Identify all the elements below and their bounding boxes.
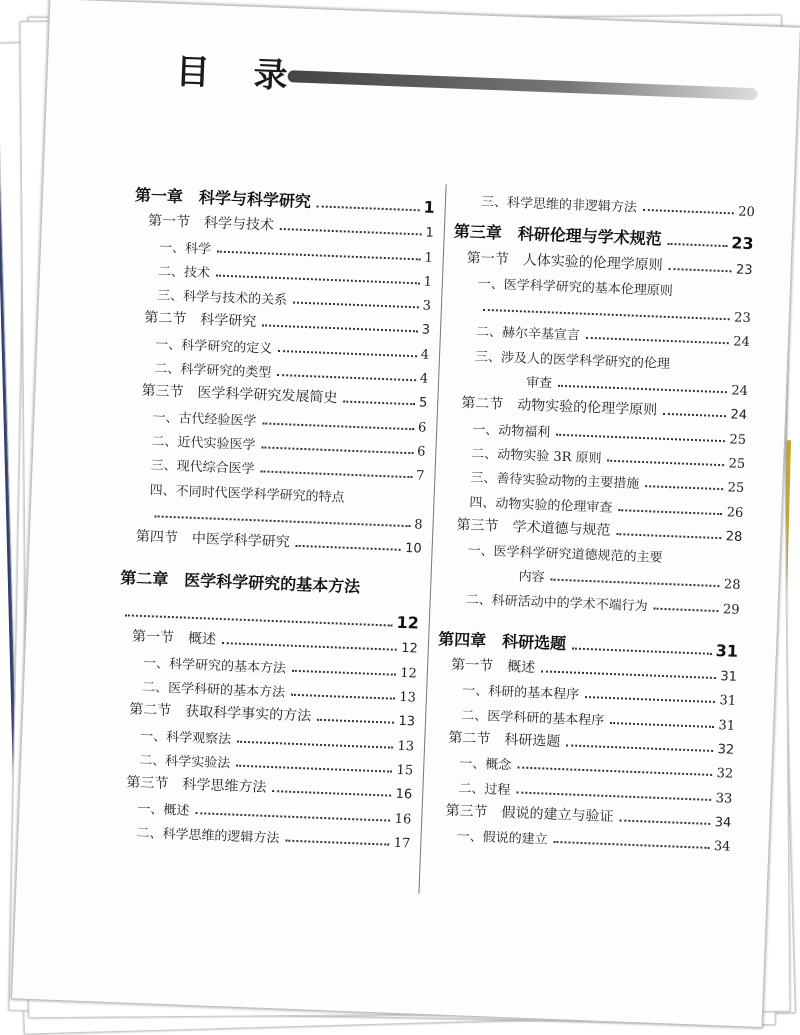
toc-page-number: 20 xyxy=(737,204,756,221)
toc-entry-title: 审查 xyxy=(525,375,553,392)
toc-entry-title: 一、古代经验医学 xyxy=(152,409,257,429)
toc-leader-dots xyxy=(292,669,396,675)
toc-entry-title: 一、医学科学研究的基本伦理原则 xyxy=(477,276,674,299)
toc-page-number: 1 xyxy=(423,197,436,217)
toc-entry-title: 第一节 概述 xyxy=(131,629,217,649)
toc-page-number: 28 xyxy=(723,577,741,594)
toc-entry-title: 四、动物实验的伦理审查 xyxy=(469,494,613,516)
toc-page-number: 31 xyxy=(715,640,739,661)
toc-entry-title: 一、科学研究的定义 xyxy=(154,337,273,357)
toc-entry-title: 一、概念 xyxy=(459,756,512,774)
toc-entry-title: 二、近代实验医学 xyxy=(151,434,256,454)
toc-leader-dots xyxy=(291,694,395,700)
toc-entry-title: 二、过程 xyxy=(458,780,511,798)
toc-page-number: 12 xyxy=(400,641,419,657)
toc-column-left xyxy=(110,172,435,851)
toc-entry-title: 第一节 人体实验的伦理学原则 xyxy=(466,249,664,274)
toc-page-number: 1 xyxy=(423,274,433,290)
toc-page-number: 5 xyxy=(418,395,428,412)
toc-entry-title: 三、涉及人的医学科学研究的伦理 xyxy=(474,349,671,372)
toc-page-number: 3 xyxy=(422,298,432,314)
toc-entry-title: 四、不同时代医学科学研究的特点 xyxy=(149,482,345,506)
toc-page-number: 16 xyxy=(395,787,413,803)
toc-page-number: 34 xyxy=(713,839,731,855)
toc-leader-dots xyxy=(237,740,393,748)
toc-page-number: 23 xyxy=(735,262,753,278)
toc-leader-dots xyxy=(669,267,732,271)
toc-leader-dots xyxy=(278,350,417,357)
toc-entry-title: 二、医学科研的基本程序 xyxy=(460,707,605,729)
toc-entry-title: 第四章 科研选题 xyxy=(437,629,567,653)
toc-leader-dots xyxy=(272,790,391,797)
toc-page-number: 12 xyxy=(400,665,418,682)
toc-page-number: 4 xyxy=(420,347,430,363)
toc-page-number: 25 xyxy=(727,480,745,497)
toc-leader-dots xyxy=(262,325,418,333)
toc-leader-dots xyxy=(317,719,394,724)
toc-leader-dots xyxy=(607,460,724,466)
toc-page-number: 31 xyxy=(719,693,737,710)
toc-entry-title: 第二节 科学研究 xyxy=(143,310,257,331)
toc-entry-title: 一、假说的建立 xyxy=(456,829,548,848)
toc-entry-title: 第四节 中医学科学研究 xyxy=(135,528,291,551)
toc-entry-title: 一、医学科学研究道德规范的主要 xyxy=(467,543,663,567)
toc-entry-title: 二、科研活动中的学术不端行为 xyxy=(465,592,648,615)
toc-page-number: 16 xyxy=(394,811,412,827)
toc-page-number: 24 xyxy=(731,383,749,400)
toc-page-number: 24 xyxy=(732,334,751,351)
toc-page-number: 7 xyxy=(415,468,425,484)
toc-entry-title: 三、科学与技术的关系 xyxy=(156,288,288,309)
toc-leader-dots xyxy=(280,228,422,235)
toc-leader-dots xyxy=(585,696,715,703)
toc-page-number: 29 xyxy=(722,601,740,618)
toc-leader-dots xyxy=(586,337,729,345)
toc-page-number: 3 xyxy=(421,322,431,339)
toc-entry-title: 二、医学科研的基本方法 xyxy=(141,680,286,701)
toc-entry-title: 第一节 概述 xyxy=(450,656,536,677)
toc-entry-title: 二、科学思维的逻辑方法 xyxy=(136,825,280,847)
toc-page-number: 15 xyxy=(396,762,414,779)
toc-entry-title: 第三章 科研伦理与学术规范 xyxy=(453,221,663,249)
toc-page-number: 13 xyxy=(399,689,417,706)
toc-entry-title: 第一节 科学与技术 xyxy=(147,213,275,235)
toc-entry-title: 第三节 医学科学研究发展简史 xyxy=(141,383,338,407)
toc-entry-title: 第二节 动物实验的伦理学原则 xyxy=(460,395,658,419)
toc-entry-title: 三、善待实验动物的主要措施 xyxy=(470,470,640,493)
toc-page-number: 12 xyxy=(396,612,420,633)
toc-page-number: 26 xyxy=(726,504,744,521)
toc-entry-title: 一、科研的基本程序 xyxy=(461,683,580,704)
toc-heading: 目 录 xyxy=(174,51,305,97)
toc-leader-dots xyxy=(654,607,719,612)
toc-page-number: 25 xyxy=(729,432,747,448)
toc-page-number: 8 xyxy=(413,517,423,533)
toc-page-number: 32 xyxy=(716,766,734,782)
toc-page-number: 32 xyxy=(717,742,735,758)
toc-page-number: 6 xyxy=(416,444,426,460)
toc-entry-title: 二、动物实验 3R 原则 xyxy=(471,446,602,467)
toc-leader-dots xyxy=(618,509,722,515)
toc-leader-dots xyxy=(663,413,726,417)
toc-entry-title: 第二节 科研选题 xyxy=(448,729,561,751)
toc-leader-dots xyxy=(343,401,415,406)
toc-entry-title: 三、现代综合医学 xyxy=(150,458,255,478)
toc-leader-dots xyxy=(236,765,392,773)
toc-entry-title: 二、技术 xyxy=(157,264,211,282)
toc-leader-dots xyxy=(667,243,727,247)
toc-page-number: 34 xyxy=(714,814,732,831)
toc-leader-dots xyxy=(317,205,420,211)
toc-page-number: 13 xyxy=(397,738,415,755)
toc-leader-dots xyxy=(572,647,712,654)
toc-entry-title: 第一章 科学与科学研究 xyxy=(134,185,312,212)
toc-leader-dots xyxy=(610,722,714,728)
toc-page-number: 33 xyxy=(715,790,733,807)
toc-page xyxy=(11,0,800,1028)
toc-page-number: 4 xyxy=(419,371,429,387)
toc-entry-title: 内容 xyxy=(518,569,545,586)
toc-page-number: 25 xyxy=(728,456,746,472)
toc-entry-title: 第三节 假说的建立与验证 xyxy=(445,802,614,826)
toc-page-number: 6 xyxy=(417,420,427,436)
toc-leader-dots xyxy=(616,533,721,539)
toc-leader-dots xyxy=(566,744,713,752)
toc-page-number: 1 xyxy=(424,250,434,266)
toc-entry-title: 三、科学思维的非逻辑方法 xyxy=(480,194,638,216)
toc-page-number: 24 xyxy=(730,407,748,424)
toc-entry-title: 第三节 科学思维方法 xyxy=(126,774,267,797)
heading-decor-bar xyxy=(287,70,757,100)
toc-page-number: 28 xyxy=(725,529,743,545)
toc-page-number: 23 xyxy=(733,310,751,327)
toc-entry-title: 一、科学 xyxy=(158,239,212,257)
toc-page-number: 1 xyxy=(425,225,435,242)
toc-entry-title: 一、科学研究的基本方法 xyxy=(142,655,287,677)
toc-leader-dots xyxy=(260,471,412,479)
toc-page-number: 17 xyxy=(393,835,411,852)
toc-page-number: 10 xyxy=(404,541,422,557)
toc-leader-dots xyxy=(619,819,710,825)
toc-entry-title: 二、赫尔辛基宣言 xyxy=(475,325,581,345)
toc-entry-title: 一、概述 xyxy=(137,801,190,819)
toc-column-right xyxy=(430,185,755,855)
toc-entry-title: 二、科学研究的类型 xyxy=(154,361,272,381)
toc-entry-title: 第三节 学术道德与规范 xyxy=(456,516,611,539)
toc-entry-title: 第二章 医学科学研究的基本方法 xyxy=(119,568,361,597)
toc-leader-dots xyxy=(261,446,413,454)
toc-leader-dots xyxy=(262,422,414,430)
toc-page-number: 31 xyxy=(720,669,738,685)
toc-leader-dots xyxy=(296,545,401,551)
toc-entry-title: 一、科学观察法 xyxy=(139,728,232,748)
toc-page-number: 23 xyxy=(730,233,754,254)
toc-leader-dots xyxy=(645,485,723,490)
toc-leader-dots xyxy=(285,839,389,845)
toc-leader-dots xyxy=(643,209,734,215)
toc-entry-title: 二、科学实验法 xyxy=(139,752,231,772)
toc-page-number: 31 xyxy=(718,717,736,734)
toc-entry-title: 第二节 获取科学事实的方法 xyxy=(128,701,312,725)
toc-leader-dots xyxy=(277,374,416,381)
toc-page-number: 13 xyxy=(398,714,416,730)
toc-leader-dots xyxy=(293,302,419,309)
toc-leader-dots xyxy=(553,841,709,849)
toc-entry-title: 一、动物福利 xyxy=(471,422,551,441)
